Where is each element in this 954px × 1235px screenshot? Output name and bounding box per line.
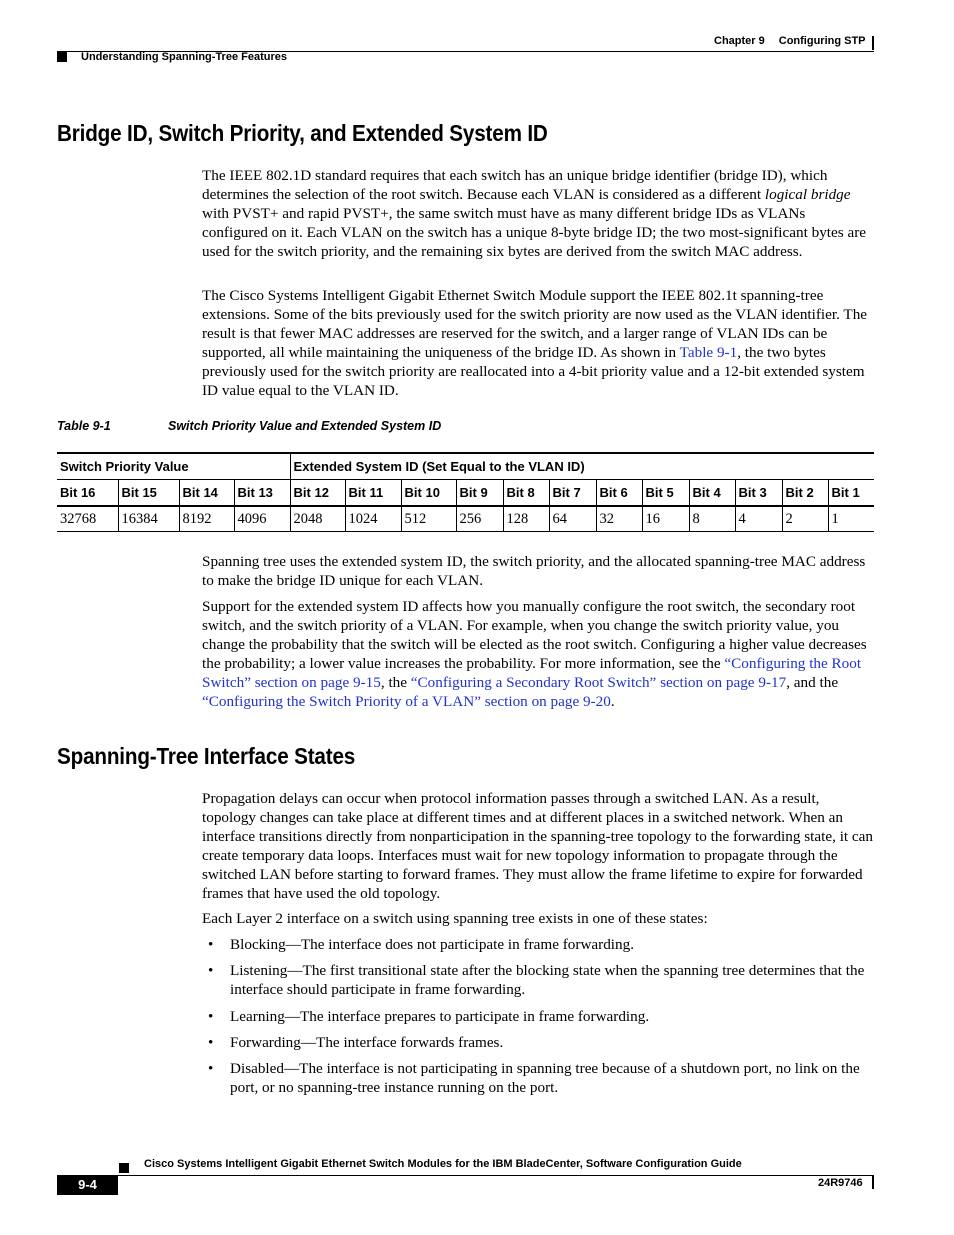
chapter-number: Chapter 9	[714, 35, 765, 47]
bit-value-cell: 4	[735, 506, 782, 532]
table-caption-label: Table 9-1	[57, 419, 111, 433]
header-switch-priority-value: Switch Priority Value	[57, 453, 290, 480]
footer-rule	[57, 1175, 874, 1176]
emphasis-logical-bridge: logical bridge	[764, 185, 851, 203]
bit-header: Bit 16	[57, 480, 118, 507]
running-header-chapter	[714, 35, 880, 47]
bit-header: Bit 3	[735, 480, 782, 507]
footer-marker	[119, 1163, 129, 1173]
bit-header: Bit 4	[689, 480, 735, 507]
footer-bar	[872, 1175, 874, 1189]
bit-value-cell: 16	[642, 506, 689, 532]
link-configuring-switch-priority[interactable]: “Configuring the Switch Priority of a VLAN” section on page 9-20	[202, 692, 611, 710]
switch-priority-table	[57, 452, 874, 532]
bit-header: Bit 1	[828, 480, 874, 507]
link-configuring-root-switch[interactable]: “Configuring the Root Switch” section on page 9-15	[202, 654, 862, 691]
bit-header: Bit 13	[234, 480, 290, 507]
bit-header: Bit 11	[345, 480, 401, 507]
header-bar	[872, 36, 874, 50]
list-item: • Blocking—The interface does not participate in frame forwarding.	[208, 936, 635, 953]
paragraph-configure-root: Support for the extended system ID affects how you manually configure the root switch, the secondary root switch, and the switch priority of a VLAN. For example, when you change the switch priority value, you change the probability that the switch will be elected as the root switch. Configuring a higher value decreases the probability; a lower value increases the probability. For more information, see the “Configuring the Root Switch” section on page 9-15, the “Configuring a Secondary Root Switch” section on page 9-17, and the “Configuring the Switch Priority of a VLAN” section on page 9-20.	[202, 598, 867, 710]
bullet: •	[208, 1060, 214, 1078]
bit-header: Bit 8	[503, 480, 549, 507]
chapter-title: Configuring STP	[778, 35, 866, 47]
bit-value-cell: 8192	[179, 506, 234, 532]
interface-states-list	[202, 936, 874, 1105]
bit-header: Bit 5	[642, 480, 689, 507]
paragraph-states-intro: Each Layer 2 interface on a switch using spanning tree exists in one of these states:	[202, 910, 708, 927]
bit-value-cell: 256	[456, 506, 503, 532]
list-item: • Listening—The first transitional state after the blocking state when the spanning tree determines that the interface should participate in frame forwarding.	[208, 962, 865, 999]
header-marker	[57, 52, 67, 62]
page-number: 9-4	[57, 1175, 118, 1195]
bit-value-cell: 2048	[290, 506, 345, 532]
table-caption	[57, 419, 442, 433]
table-caption-title: Switch Priority Value and Extended System ID	[168, 419, 442, 433]
bit-header: Bit 7	[549, 480, 596, 507]
bit-value-cell: 64	[549, 506, 596, 532]
bit-value-cell: 16384	[118, 506, 179, 532]
paragraph-bridge-id: The IEEE 802.1D standard requires that each switch has an unique bridge identifier (bridge ID), which determines the selection of the root switch. Because each VLAN is considered as a different logical bridge with PVST+ and rapid PVST+, the same switch must have as many different bridge IDs as VLANs configured on it. Each VLAN on the switch has a unique 8-byte bridge ID; the two most-significant bytes are used for the switch priority, and the remaining six bytes are derived from the switch MAC address.	[202, 167, 867, 260]
footer-book-title: Cisco Systems Intelligent Gigabit Ethernet Switch Modules for the IBM BladeCenter, Software Configuration Guide	[144, 1158, 742, 1170]
bullet: •	[208, 936, 214, 953]
document-number: 24R9746	[818, 1177, 863, 1189]
bullet: •	[208, 962, 214, 980]
paragraph-extended-system-id: The Cisco Systems Intelligent Gigabit Ethernet Switch Module support the IEEE 802.1t spanning-tree extensions. Some of the bits previously used for the switch priority are now used as the VLAN identifier. The result is that fewer MAC addresses are reserved for the switch, and a larger range of VLAN IDs can be supported, all while maintaining the uniqueness of the bridge ID. As shown in Table 9-1, the two bytes previously used for the switch priority are reallocated into a 4-bit priority value and a 12-bit extended system ID value equal to the VLAN ID.	[202, 287, 868, 399]
bullet: •	[208, 1033, 214, 1051]
bit-value-cell: 512	[401, 506, 456, 532]
bit-value-cell: 1	[828, 506, 874, 532]
bit-header: Bit 6	[596, 480, 642, 507]
link-configuring-secondary-root[interactable]: “Configuring a Secondary Root Switch” section on page 9-17	[410, 673, 787, 691]
bit-header: Bit 2	[782, 480, 828, 507]
list-item: • Disabled—The interface is not participating in spanning tree because of a shutdown port, no link on the port, or no spanning-tree instance running on the port.	[208, 1060, 860, 1096]
bit-value-cell: 8	[689, 506, 735, 532]
bit-header: Bit 15	[118, 480, 179, 507]
bit-value-cell: 32	[596, 506, 642, 532]
header-extended-system-id: Extended System ID (Set Equal to the VLAN ID)	[290, 453, 874, 480]
bit-header: Bit 14	[179, 480, 234, 507]
bit-header: Bit 9	[456, 480, 503, 507]
bit-header: Bit 10	[401, 480, 456, 507]
section-heading-bridge-id: Bridge ID, Switch Priority, and Extended System ID	[57, 120, 548, 146]
paragraph-propagation-delays: Propagation delays can occur when protocol information passes through a switched LAN. As a result, topology changes can take place at different times and at different places in a switched network. When an interface transitions directly from nonparticipation in the spanning-tree topology to the forwarding state, it can create temporary data loops. Interfaces must wait for new topology information to propagate through the switched LAN before starting to forward frames. They must allow the frame lifetime to expire for forwarded frames that have used the old topology.	[202, 790, 874, 902]
paragraph-bridge-id-unique: Spanning tree uses the extended system ID, the switch priority, and the allocated spanning-tree MAC address to make the bridge ID unique for each VLAN.	[202, 553, 866, 589]
bullet: •	[208, 1007, 214, 1025]
running-header-section: Understanding Spanning-Tree Features	[81, 51, 287, 63]
bit-value-cell: 4096	[234, 506, 290, 532]
bit-value-cell: 2	[782, 506, 828, 532]
bit-value-cell: 128	[503, 506, 549, 532]
bit-value-cell: 1024	[345, 506, 401, 532]
link-table-9-1[interactable]: Table 9-1	[679, 343, 738, 361]
bit-value-cell: 32768	[57, 506, 118, 532]
list-item: • Learning—The interface prepares to participate in frame forwarding.	[208, 1007, 650, 1025]
list-item: • Forwarding—The interface forwards frames.	[208, 1033, 504, 1051]
bit-header: Bit 12	[290, 480, 345, 507]
section-heading-interface-states: Spanning-Tree Interface States	[57, 743, 356, 769]
